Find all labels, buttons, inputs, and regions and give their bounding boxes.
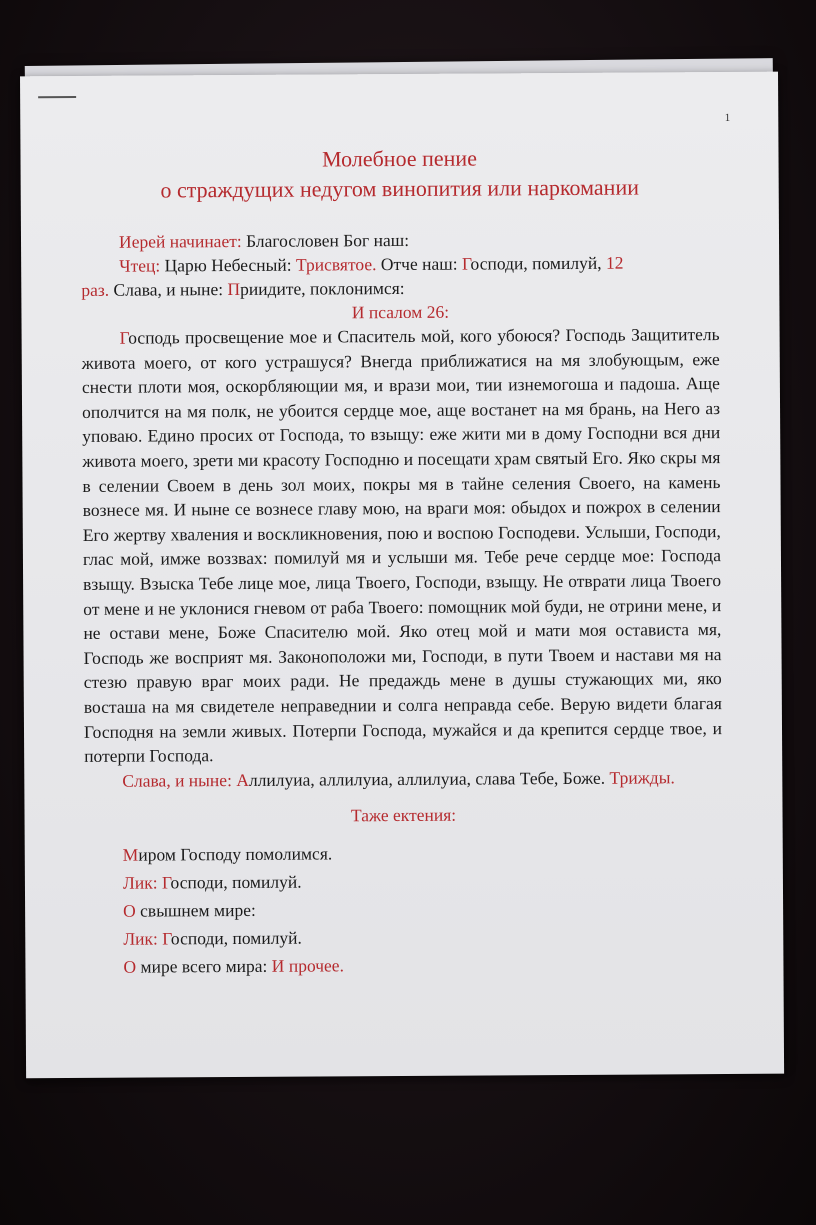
litany-text-4: осподи, помилуй. <box>170 927 302 949</box>
litany-line-5 <box>85 949 723 981</box>
priest-text: Благословен Бог наш: <box>241 229 410 251</box>
i-prochee-rubric: И прочее. <box>271 955 344 977</box>
lik-label-2: Лик: <box>123 928 163 949</box>
doxology-initial: А <box>236 769 249 790</box>
top-dash-mark <box>38 96 76 98</box>
psalm-body: осподь просвещение мое и Спаситель мой, кого убоюся? Господь Защититель живота моего, от кого устрашуся? Внегда приближатися на мя злобующым, еже снести плоти моя, оскорбляющии мя, и врази мои, тии изнемогоша и падоша. Аще ополчится на мя полк, не убоится сердце мое, аще востанет на мя брань, на Него аз уповаю. Едино просих от Господа, то взыщу: еже жити ми в дому Господни вся дни живота моего, зрети ми красоту Господню и посещати храм святый Его. Яко скры мя в селении Своем в день зол моих, покры мя в тайне селения Своего, на камень вознесе мя. И ныне се вознесе главу мою, на враги моя: обыдох и пожрох в селении Его жертву хваления и воскликновения, пою и воспою Господеви. Услыши, Господи, глас мой, имже воззвах: помилуй мя и услыши мя. Тебе рече сердце мое: Господа взыщу. Взыска Тебе лице мое, лица Твоего, Господи, взыщу. Не отврати лица Твоего от мене и не уклонися гневом от раба Твоего: помощник мой буди, не отрини мене, и не остави мене, Боже Спасителю мой. Яко отец мой и мати моя остависта мя, Господь же восприят мя. Законоположи ми, Господи, в пути Твоем и настави мя на стезю правую враг моих ради. Не предаждь мене в душы стужающих ми, яко восташа на мя свидетеле неправеднии и солга неправда себе. Верую видети благая Господня на земли живых. Потерпи Господа, мужайся и да крепится сердце твое, и потерпи Господа. <box>81 324 723 767</box>
litany-text-3: свышнем мире: <box>135 900 256 921</box>
reader-text-1: Царю Небесный: <box>160 254 297 276</box>
litany-initial-2: Г <box>161 872 171 893</box>
doxology-label: Слава, и ныне: <box>122 769 237 791</box>
slava-text: Слава, и ныне: <box>109 279 228 300</box>
lik-label-1: Лик: <box>122 872 162 893</box>
psalm-26-text <box>82 322 723 769</box>
litany-line-3 <box>85 893 723 925</box>
litany-heading: Таже ектения: <box>350 804 457 826</box>
title-line-2: о страждущих недугом винопития или наркомании <box>160 174 640 203</box>
litany-initial-5: О <box>123 956 137 977</box>
litany <box>85 837 724 981</box>
gospodi-initial: Г <box>461 253 471 274</box>
doxology-text: ллилуиа, аллилуиа, аллилуиа, слава Тебе, Боже. <box>248 767 606 790</box>
litany-initial-1: М <box>122 844 139 865</box>
litany-line-4 <box>85 921 723 953</box>
doxology <box>84 765 722 793</box>
priest-label: Иерей начинает: <box>118 230 242 252</box>
title-line-1: Молебное пение <box>322 145 477 172</box>
document-title <box>80 142 718 206</box>
psalm-initial: Г <box>119 327 129 348</box>
reader-label: Чтец: <box>119 255 161 276</box>
document-page <box>20 72 784 1079</box>
priidite-initial: П <box>227 278 241 300</box>
litany-initial-4: Г <box>162 928 171 949</box>
litany-initial-3: О <box>123 900 136 921</box>
raz-rubric: раз. <box>81 279 110 300</box>
page-number: 1 <box>724 111 731 125</box>
litany-line-1 <box>85 837 723 869</box>
litany-line-2 <box>85 865 723 897</box>
reader-text-2: Отче наш: <box>376 253 462 275</box>
litany-text-5: мире всего мира: <box>136 956 272 977</box>
psalm-heading: И псалом 26: <box>351 301 450 323</box>
gospodi-text: осподи, помилуй, <box>470 252 606 274</box>
thrice-rubric: Трижды. <box>609 767 675 788</box>
times-twelve: 12 <box>605 252 624 273</box>
trisagion-rubric: Трисвятое. <box>295 254 377 275</box>
litany-text-2: осподи, помилуй. <box>170 871 302 893</box>
priidite-text: риидите, поклонимся: <box>240 277 405 299</box>
litany-text-1: иром Господу помолимся. <box>138 843 333 865</box>
